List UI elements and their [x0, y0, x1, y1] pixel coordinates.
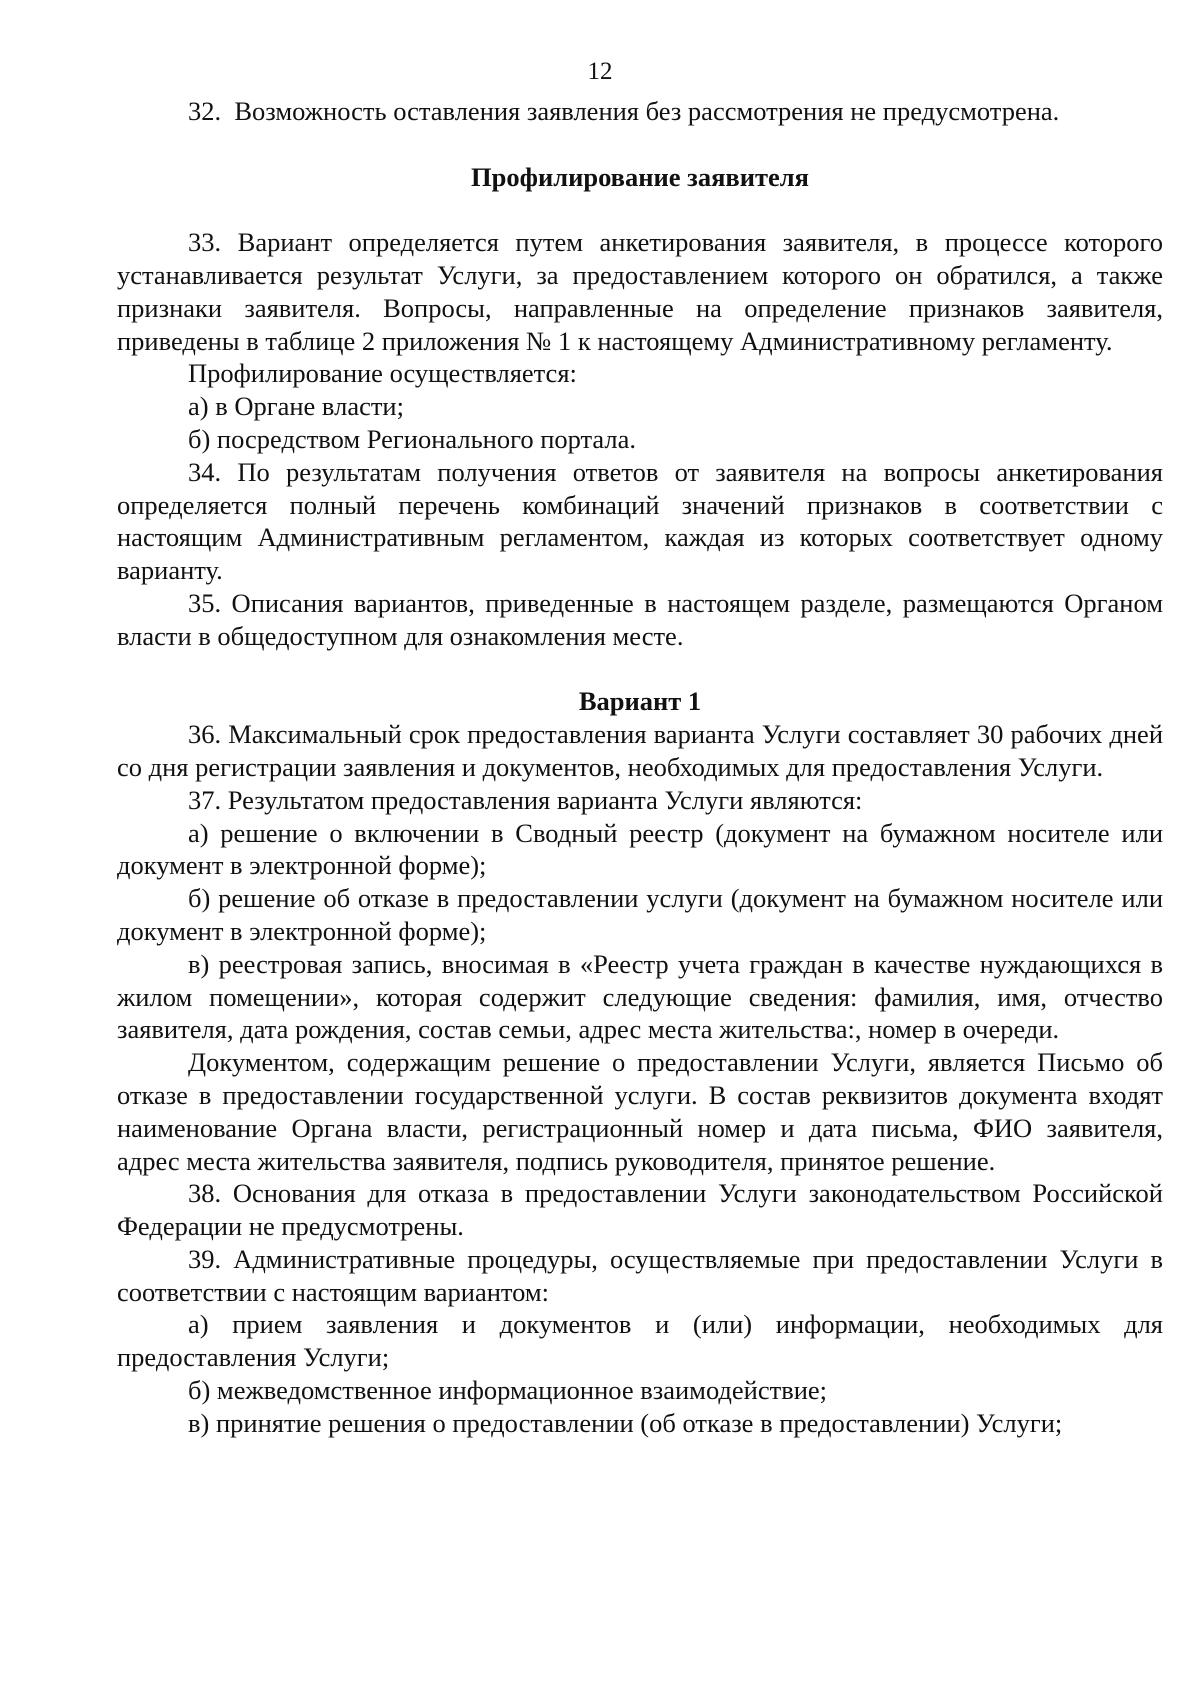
spacer — [117, 653, 1163, 686]
list-item-39b: б) межведомственное информационное взаимодействие; — [188, 1375, 828, 1406]
paragraph-36: 36. Максимальный срок предоставления варианта Услуги составляет 30 рабочих дней со дня регистрации заявления и документов, необходимых для предоставления Услуги. — [117, 719, 1163, 782]
paragraph-37: 37. Результатом предоставления варианта Услуги являются: — [188, 784, 863, 815]
spacer — [117, 193, 1163, 226]
list-item-37b: б) решение об отказе в предоставлении услуги (документ на бумажном носителе или документ в электронной форме); — [117, 883, 1163, 946]
paragraph-32: 32. Возможность оставления заявления без рассмотрения не предусмотрена. — [188, 96, 1060, 126]
list-item-37v: в) реестровая запись, вносимая в «Реестр учета граждан в качестве нуждающихся в жилом помещении», которая содержит следующие сведения: фамилия, имя, отчество заявителя, дата рождения, состав семьи, адрес места жительства:, номер в очереди. — [117, 948, 1163, 1045]
paragraph-decision-document: Документом, содержащим решение о предоставлении Услуги, является Письмо об отказе в предоставлении государственной услуги. В состав реквизитов документа входят наименование Органа власти, регистрационный номер и дата письма, ФИО заявителя, адрес места жительства заявителя, подпись руководителя, принятое решение. — [117, 1047, 1163, 1176]
list-item-a: а) в Органе власти; — [188, 391, 404, 422]
document-body — [117, 95, 1163, 1440]
list-item-b: б) посредством Регионального портала. — [188, 423, 637, 454]
paragraph-34: 34. По результатам получения ответов от заявителя на вопросы анкетирования определяется полный перечень комбинаций значений признаков в соответствии с настоящим Административным регламентом, каждая из которых соответствует одному варианту. — [117, 456, 1163, 586]
paragraph-profiling-intro: Профилирование осуществляется: — [188, 358, 577, 389]
list-item-37a: а) решение о включении в Сводный реестр (документ на бумажном носителе или документ в электронной форме); — [117, 817, 1163, 881]
list-item-39a: а) прием заявления и документов и (или) информации, необходимых для предоставления Услуги; — [117, 1309, 1163, 1373]
paragraph-38: 38. Основания для отказа в предоставлении Услуги законодательством Российской Федерации не предусмотрены. — [117, 1178, 1163, 1242]
page-number: 12 — [587, 58, 613, 85]
section-heading-profiling: Профилирование заявителя — [471, 161, 809, 192]
section-heading-variant-1: Вариант 1 — [578, 686, 702, 717]
spacer — [117, 128, 1163, 161]
paragraph-35: 35. Описания вариантов, приведенные в настоящем разделе, размещаются Органом власти в общедоступном для ознакомления месте. — [117, 587, 1163, 651]
list-item-39v: в) принятие решения о предоставлении (об отказе в предоставлении) Услуги; — [188, 1407, 1063, 1438]
paragraph-33: 33. Вариант определяется путем анкетирования заявителя, в процессе которого устанавливается результат Услуги, за предоставлением которого он обратился, а также признаки заявителя. Вопросы, направленные на определение признаков заявителя, приведены в таблице 2 приложения № 1 к настоящему Административному регламенту. — [117, 227, 1163, 356]
paragraph-39: 39. Административные процедуры, осуществляемые при предоставлении Услуги в соответствии с настоящим вариантом: — [117, 1243, 1163, 1307]
